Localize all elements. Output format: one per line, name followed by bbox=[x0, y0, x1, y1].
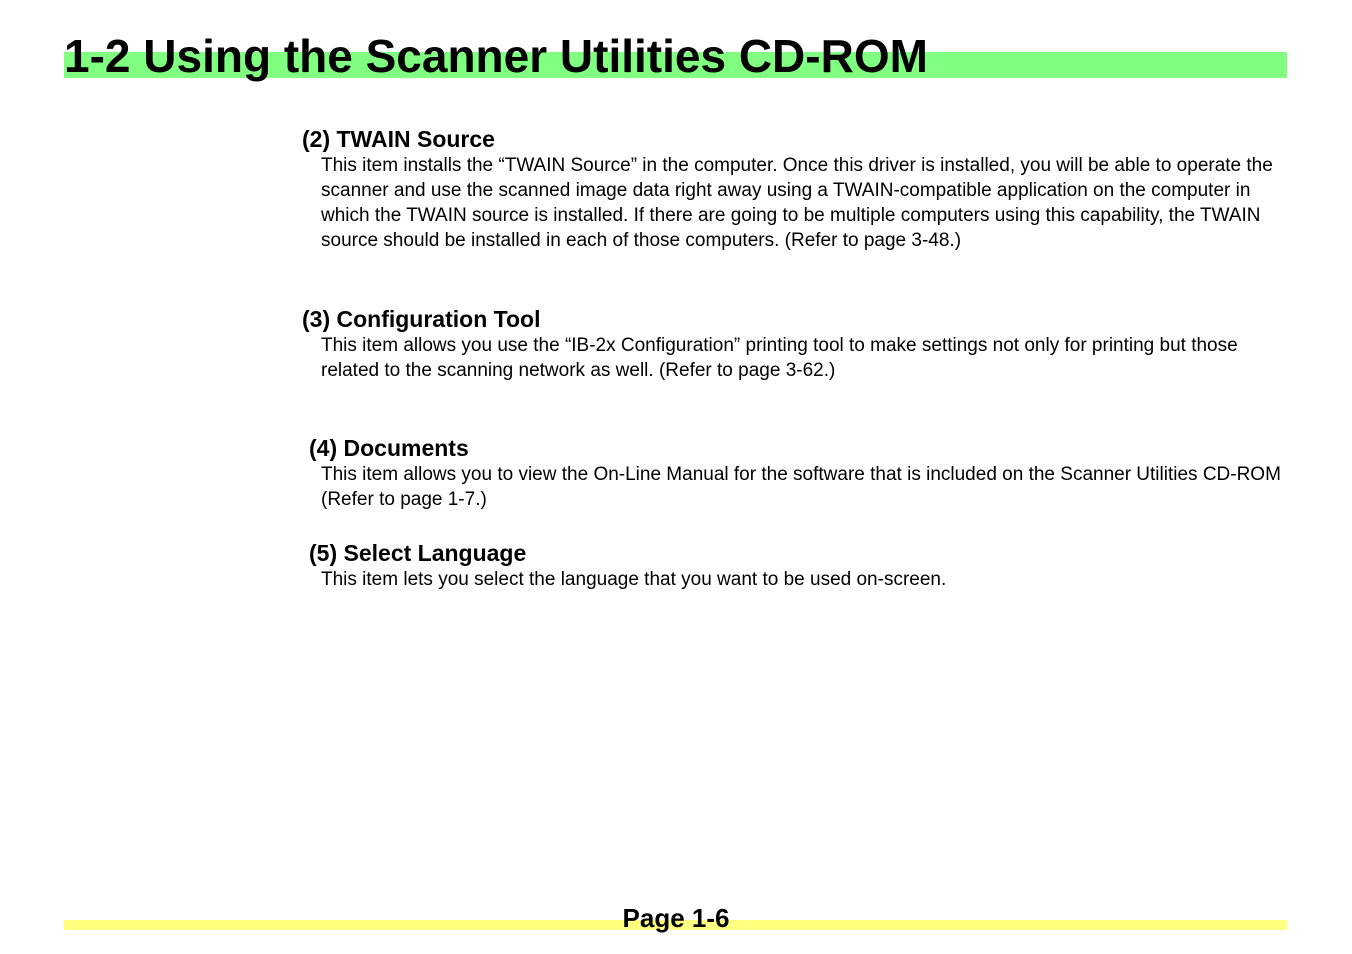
section-heading: (3) Configuration Tool bbox=[302, 306, 541, 332]
section-heading: (4) Documents bbox=[309, 435, 469, 461]
section-documents bbox=[302, 434, 1287, 512]
page-title: 1-2 Using the Scanner Utilities CD-ROM bbox=[64, 30, 928, 82]
section-twain-source bbox=[302, 125, 1287, 253]
section-configuration-tool bbox=[302, 305, 1287, 383]
section-body: This item allows you to view the On-Line Manual for the software that is included on the Scanner Utilities CD-ROM (Refer to page 1-7.) bbox=[321, 464, 1281, 510]
section-body: This item lets you select the language that you want to be used on-screen. bbox=[321, 569, 947, 590]
section-select-language bbox=[302, 539, 1287, 592]
section-body: This item installs the “TWAIN Source” in the computer. Once this driver is installed, you will be able to operate the scanner and use the scanned image data right away using a TWAIN-compatible application on the computer in which the TWAIN source is installed. If there are going to be multiple computers using this capability, the TWAIN source should be installed in each of those computers. (Refer to page 3-48.) bbox=[321, 155, 1273, 251]
section-body: This item allows you use the “IB-2x Configuration” printing tool to make settings not only for printing but those related to the scanning network as well. (Refer to page 3-62.) bbox=[321, 335, 1238, 381]
section-heading: (2) TWAIN Source bbox=[302, 126, 495, 152]
page-number: Page 1-6 bbox=[622, 903, 730, 933]
section-heading: (5) Select Language bbox=[309, 540, 527, 566]
